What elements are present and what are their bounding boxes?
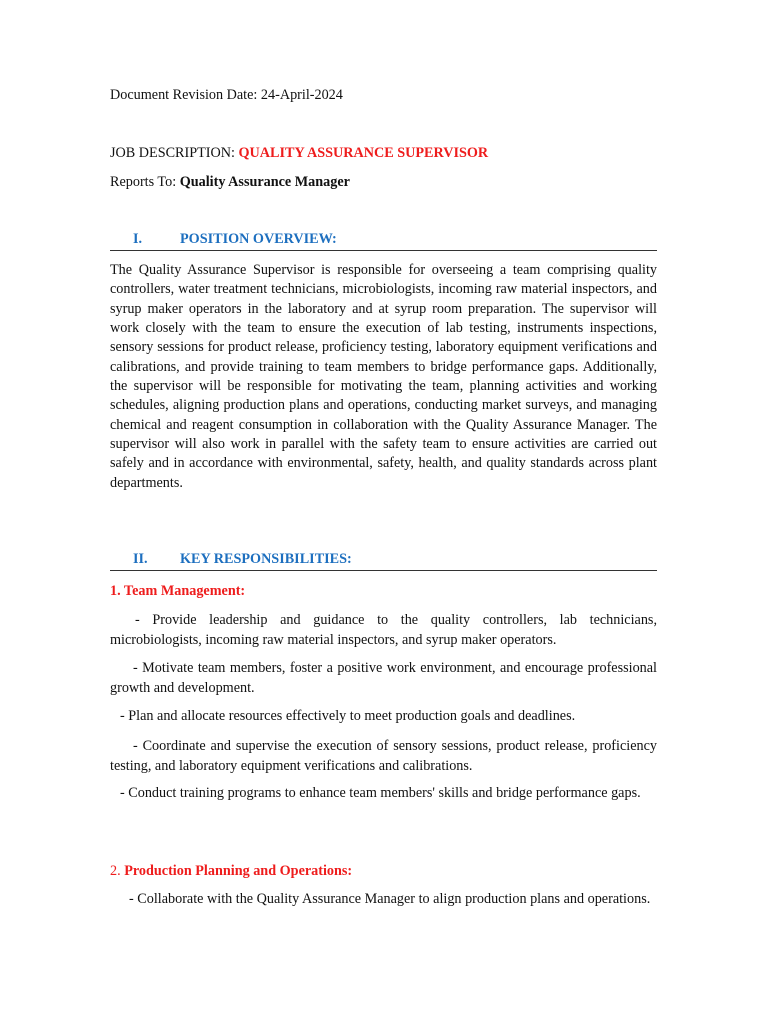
section-number: II.: [133, 551, 148, 567]
job-description-line: [110, 144, 488, 162]
revision-date: Document Revision Date: 24-April-2024: [110, 87, 343, 103]
overview-paragraph: The Quality Assurance Supervisor is responsible for overseeing a team comprising quality controllers, water treatment technicians, microbiologists, incoming raw material inspectors, and syrup maker operators in the laboratory and at syrup room preparation. The supervisor will work closely with the team to ensure the execution of lab testing, instruments inspections, sensory sessions for product release, proficiency testing, laboratory equipment verifications and calibrations, and provide training to team members to bridge performance gaps. Additionally, the supervisor will be responsible for motivating the team, planning activities and working schedules, aligning production plans and operations, conducting market surveys, and managing chemical and reagent consumption in collaboration with the Quality Assurance Manager. The supervisor will also work in parallel with the safety team to ensure activities are carried out safely and in accordance with environmental, safety, health, and quality standards across plant departments.: [110, 262, 657, 491]
job-description-label: JOB DESCRIPTION:: [110, 145, 239, 161]
list-item: - Plan and allocate resources effectively to meet production goals and deadlines.: [120, 708, 576, 724]
section-heading-overview: [110, 230, 657, 251]
section-heading-responsibilities: [110, 550, 657, 571]
list-item: - Provide leadership and guidance to the quality controllers, lab technicians, microbiologists, incoming raw material inspectors, and syrup maker operators.: [110, 612, 657, 648]
list-item: - Collaborate with the Quality Assurance Manager to align production plans and operations.: [129, 891, 651, 907]
list-item: - Conduct training programs to enhance team members' skills and bridge performance gaps.: [120, 785, 641, 801]
subsection-heading-team: 1. Team Management:: [110, 583, 246, 599]
reports-to-value: Quality Assurance Manager: [179, 174, 350, 190]
list-item: - Coordinate and supervise the execution of sensory sessions, product release, proficiency testing, and laboratory equipment verifications and calibrations.: [110, 738, 657, 774]
section-title: POSITION OVERVIEW:: [180, 231, 337, 247]
subsection-heading-production: 2. Production Planning and Operations:: [110, 863, 353, 879]
reports-to-line: [110, 173, 350, 191]
list-item: - Motivate team members, foster a positive work environment, and encourage professional growth and development.: [110, 660, 657, 696]
reports-to-label: Reports To:: [110, 174, 180, 190]
section-title: KEY RESPONSIBILITIES:: [180, 551, 352, 567]
job-title: QUALITY ASSURANCE SUPERVISOR: [238, 145, 489, 161]
section-number: I.: [133, 231, 143, 247]
